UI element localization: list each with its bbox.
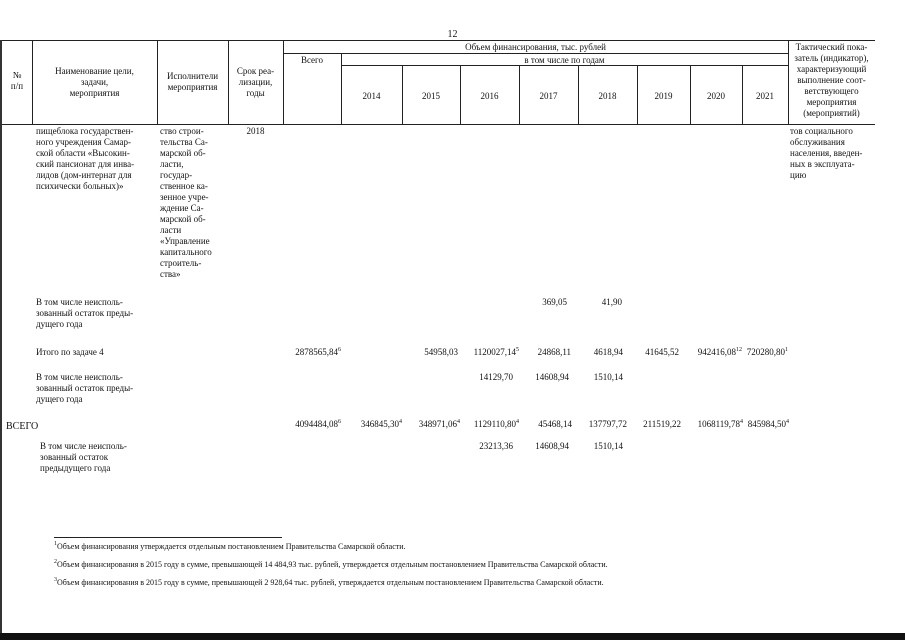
cell-2019: 211519,22 bbox=[643, 419, 681, 429]
cell-2017: 45468,14 bbox=[538, 419, 572, 429]
cell-total: 4094484,08$^6$ bbox=[295, 419, 341, 429]
cell-2018: 1510,14 bbox=[593, 372, 623, 382]
cell-2016: 1129110,80$^4$ bbox=[473, 419, 519, 429]
row-indicator: тов социального обслуживания населения, введен- ных в эксплуата- цию bbox=[790, 126, 863, 180]
cell-2017: 14608,94 bbox=[535, 372, 569, 382]
footnote-3: $^3$Объем финансирования в 2015 году в сумме, превышающей 2 928,64 тыс. рублей, утверждается отдельным постановлением Правительства Самарской области. bbox=[54, 577, 604, 587]
footnote-mark: 6 bbox=[338, 347, 341, 353]
footnote-separator bbox=[54, 537, 282, 538]
header-year-2017: 2017 bbox=[539, 91, 558, 101]
header-year-2020: 2020 bbox=[707, 91, 725, 101]
row-name: В том числе неисполь- зованный остаток преды- дущего года bbox=[36, 372, 134, 404]
cell-2015: 348971,06$^4$ bbox=[418, 419, 460, 429]
cell-total: 2878565,84$^6$ bbox=[295, 347, 341, 357]
row-name: В том числе неисполь- зованный остаток предыдущего года bbox=[40, 441, 127, 473]
header-total: Всего bbox=[300, 55, 324, 65]
cell-2014: 346845,30$^4$ bbox=[360, 419, 402, 429]
cell-2017: 369,05 bbox=[542, 297, 567, 307]
scan-edge-bottom bbox=[0, 633, 905, 640]
footnote-mark: 4 bbox=[740, 419, 743, 425]
row-name: ВСЕГО bbox=[6, 421, 39, 432]
header-funding: Объем финансирования, тыс. рублей bbox=[465, 42, 606, 52]
footnote-mark: 12 bbox=[736, 347, 742, 353]
page-number: 12 bbox=[447, 29, 458, 40]
cell-2018: 1510,14 bbox=[593, 441, 623, 451]
footnote-mark: 4 bbox=[457, 419, 460, 425]
cell-2017: 24868,11 bbox=[537, 347, 571, 357]
cell-2021: 845984,50$^4$ bbox=[747, 419, 789, 429]
footnote-mark: 4 bbox=[399, 419, 402, 425]
row-name: Итого по задаче 4 bbox=[36, 347, 104, 357]
cell-2016: 1120027,14$^5$ bbox=[473, 347, 519, 357]
row-name: В том числе неисполь- зованный остаток преды- дущего года bbox=[36, 297, 134, 329]
cell-2021: 720280,80$^1$ bbox=[746, 347, 788, 357]
cell-2018: 4618,94 bbox=[593, 347, 623, 357]
footnote-mark: 1 bbox=[785, 347, 788, 353]
cell-2018: 41,90 bbox=[601, 297, 622, 307]
cell-2017: 14608,94 bbox=[535, 441, 569, 451]
header-executors: Исполнители мероприятия bbox=[166, 71, 219, 92]
cell-2019: 41645,52 bbox=[645, 347, 679, 357]
row-term: 2018 bbox=[246, 126, 265, 136]
cell-2015: 54958,03 bbox=[424, 347, 458, 357]
header-no: № п/п bbox=[10, 70, 24, 91]
header-year-2014: 2014 bbox=[362, 91, 381, 101]
header-year-2018: 2018 bbox=[598, 91, 617, 101]
header-year-2016: 2016 bbox=[480, 91, 499, 101]
header-year-2015: 2015 bbox=[422, 91, 440, 101]
header-term: Срок реа- лизации, годы bbox=[236, 66, 275, 98]
header-year-2021: 2021 bbox=[756, 91, 774, 101]
footnote-mark: 4 bbox=[786, 419, 789, 425]
scan-edge-left bbox=[0, 40, 2, 633]
row-name: пищеблока государствен- ного учреждения Самар- ской области «Высокин- ский пансионат для инва- лидов (дом-интернат для психически больных)» bbox=[36, 126, 135, 191]
footnote-mark: 5 bbox=[516, 347, 519, 353]
cell-2016: 23213,36 bbox=[479, 441, 513, 451]
footnote-2: $^2$Объем финансирования в 2015 году в сумме, превышающей 14 484,93 тыс. рублей, утверждается отдельным постановлением Правительства Самарской области. bbox=[54, 559, 608, 569]
cell-2016: 14129,70 bbox=[479, 372, 513, 382]
header-indicator: Тактический пока- затель (индикатор), характеризующий выполнение соот- ветствующего мероприятия (мероприятий) bbox=[794, 42, 869, 118]
header-by-years: в том числе по годам bbox=[524, 55, 605, 65]
cell-2020: 942416,08$^{12}$ bbox=[697, 347, 742, 357]
footnote-mark: 6 bbox=[338, 419, 341, 425]
cell-2018: 137797,72 bbox=[588, 419, 627, 429]
header-year-2019: 2019 bbox=[654, 91, 673, 101]
row-executors: ство строи- тельства Са- марской об- ласти, государ- ственное ка- зенное учре- ждение Са- марской об- ласти «Управление капитального строитель- ства» bbox=[160, 126, 212, 279]
cell-2020: 1068119,78$^4$ bbox=[697, 419, 743, 429]
footnote-mark: 4 bbox=[516, 419, 519, 425]
footnote-1: $^1$Объем финансирования утверждается отдельным постановлением Правительства Самарской области. bbox=[54, 541, 406, 551]
header-name: Наименование цели, задачи, мероприятия bbox=[55, 66, 134, 98]
